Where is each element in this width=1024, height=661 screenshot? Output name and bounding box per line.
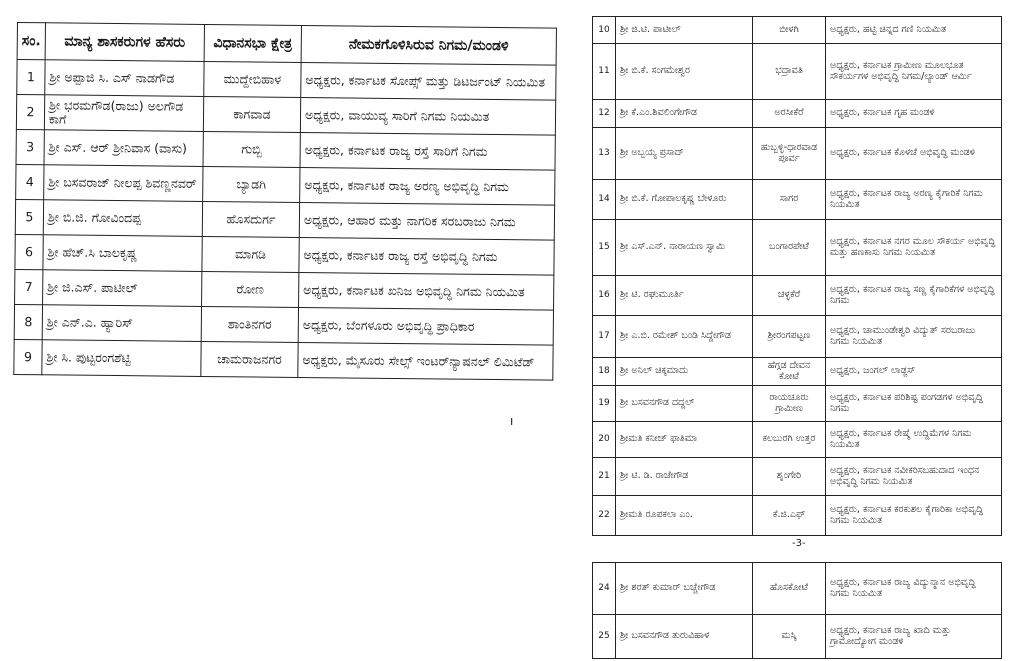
legislator-name: ಶ್ರೀ ಅಪ್ಪಾಜಿ ಸಿ. ಎಸ್ ನಾಡಗೌಡ (45, 60, 204, 97)
appointment: ಅಧ್ಯಕ್ಷರು, ಕರ್ನಾಟಕ ರಾಜ್ಯ ರಸ್ತೆ ಸಾರಿಗೆ ನಿಗಮ (300, 132, 555, 170)
right-table-body (593, 17, 1002, 536)
legislator-name: ಶ್ರೀ ಕೆ.ಎಂ.ಶಿವಲಿಂಗೇಗೌಡ (616, 100, 753, 128)
constituency: ಕೆ.ಜಿ.ಎಫ್ (753, 496, 826, 536)
page-number: -3- (792, 538, 806, 549)
table-row (593, 17, 1002, 44)
table-row (17, 60, 556, 101)
appointment: ಅಧ್ಯಕ್ಷರು, ಕರ್ನಾಟಕ ರಾಜ್ಯ ವಿದ್ಯುನ್ಮಾನ ಅಭಿವೃದ್ಧಿ ನಿಗಮ ನಿಯಮಿತ (826, 563, 1002, 615)
constituency: ಗುಬ್ಬಿ (203, 131, 300, 167)
legislator-name: ಶ್ರೀ ಜಿ.ಟಿ. ಪಾಟೀಲ್ (616, 17, 753, 44)
table-row (15, 269, 554, 310)
constituency: ರೋಣ (202, 271, 299, 307)
appointment: ಅಧ್ಯಕ್ಷರು, ಕರ್ನಾಟಕ ರೇಷ್ಮೆ ಉದ್ದಿಮೆಗಳ ನಿಗಮ ನಿಯಮಿತ (826, 422, 1002, 458)
serial-number: 25 (593, 615, 616, 659)
serial-number: 7 (15, 269, 43, 304)
serial-number: 4 (16, 164, 44, 199)
table-row (593, 180, 1002, 220)
legislator-name: ಶ್ರೀ ಎಸ್.ಎನ್. ನಾರಾಯಣ ಸ್ವಾಮಿ (616, 220, 753, 276)
legislator-name: ಶ್ರೀ ಶರತ್ ಕುಮಾರ್ ಬಚ್ಚೇಗೌಡ (616, 563, 753, 615)
constituency: ಅರಸೀಕೆರೆ (753, 100, 826, 128)
table-row (593, 615, 1002, 659)
table-row (16, 129, 555, 170)
table-row (593, 358, 1002, 386)
appointment: ಅಧ್ಯಕ್ಷರು, ಜಂಗಲ್ ಲಾಡ್ಜಸ್ (826, 358, 1002, 386)
table-row (593, 563, 1002, 615)
serial-number: 24 (593, 563, 616, 615)
left-table-header (17, 23, 556, 66)
serial-number: 8 (14, 304, 42, 339)
constituency: ಕಾಗವಾಡ (203, 96, 300, 132)
serial-number: 5 (15, 199, 43, 234)
legislator-name: ಶ್ರೀ ಅನಿಲ್ ಚಿಕ್ಕಮಾದು (616, 358, 753, 386)
serial-number: 14 (593, 180, 616, 220)
legislator-name: ಶ್ರೀ ಟಿ. ರಘುಮೂರ್ತಿ (616, 276, 753, 316)
appointment: ಅಧ್ಯಕ್ಷರು, ಕರ್ನಾಟಕ ಗ್ರಾಮೀಣ ಮೂಲಭೂತ ಸೌಕರ್ಯಗಳ ಅಭಿವೃದ್ಧಿ ನಿಗಮ/ಲ್ಯಾಂಡ್ ಆರ್ಮಿ (826, 44, 1002, 100)
left-appointments-table (13, 22, 557, 381)
constituency: ಹೆಗ್ಗಡ ದೇವನ ಕೋಟೆ (753, 358, 826, 386)
header-corporation-board: ನೇಮಕಗೊಳಿಸಿರುವ ನಿಗಮ/ಮಂಡಳಿ (301, 25, 556, 65)
legislator-name: ಶ್ರೀ ಎಸ್. ಆರ್ ಶ್ರೀನಿವಾಸ (ವಾಸು) (44, 130, 203, 167)
serial-number: 11 (593, 44, 616, 100)
constituency: ಚಾಮರಾಜನಗರ (201, 341, 298, 377)
table-row (593, 316, 1002, 358)
legislator-name: ಶ್ರೀ ಅಬ್ಬಯ್ಯ ಪ್ರಸಾದ್ (616, 128, 753, 180)
appointment: ಅಧ್ಯಕ್ಷರು, ಕರ್ನಾಟಕ ನಗರ ಮೂಲ ಸೌಕರ್ಯ ಅಭಿವೃದ್ಧಿ ಮತ್ತು ಹಣಕಾಸು ನಿಗಮ ನಿಯಮಿತ (826, 220, 1002, 276)
legislator-name: ಶ್ರೀ ಬಿ.ಜಿ. ಗೋವಿಂದಪ್ಪ (43, 200, 202, 237)
left-table-body (14, 60, 556, 381)
appointment: ಅಧ್ಯಕ್ಷರು, ಕರ್ನಾಟಕ ಕರಕುಶಲ ಕೈಗಾರಿಕಾ ಅಭಿವೃದ್ಧಿ ನಿಗಮ ನಿಯಮಿತ (826, 496, 1002, 536)
serial-number: 10 (593, 17, 616, 44)
appointment: ಅಧ್ಯಕ್ಷರು, ಆಹಾರ ಮತ್ತು ನಾಗರಿಕ ಸರಬರಾಜು ನಿಗಮ (299, 202, 554, 240)
serial-number: 15 (593, 220, 616, 276)
table-row (15, 199, 554, 240)
legislator-name: ಶ್ರೀ ಜಿ.ಎಸ್. ಪಾಟೀಲ್ (43, 270, 202, 307)
appointment: ಅಧ್ಯಕ್ಷರು, ಕರ್ನಾಟಕ ರಾಜ್ಯ ರಸ್ತೆ ಅಭಿವೃದ್ಧಿ ನಿಗಮ (299, 237, 554, 275)
legislator-name: ಶ್ರೀ ಬಸವನಗೌಡ ದದ್ದಲ್ (616, 386, 753, 422)
appointment: ಅಧ್ಯಕ್ಷರು, ಕರ್ನಾಟಕ ಪರಿಶಿಷ್ಟ ಪಂಗಡಗಳ ಅಭಿವೃದ್ಧಿ ನಿಗಮ (826, 386, 1002, 422)
serial-number: 6 (15, 234, 43, 269)
constituency: ಕಲಬುರಗಿ ಉತ್ತರ (753, 422, 826, 458)
legislator-name: ಶ್ರೀ ಹೆಚ್.ಸಿ ಬಾಲಕೃಷ್ಣ (43, 235, 202, 272)
table-row (593, 458, 1002, 496)
legislator-name: ಶ್ರೀಮತಿ ಕನೀಜ್ ಫಾತಿಮಾ (616, 422, 753, 458)
serial-number: 2 (16, 95, 44, 130)
constituency: ಮಾಗಡಿ (202, 236, 299, 272)
appointment: ಅಧ್ಯಕ್ಷರು, ಕರ್ನಾಟಕ ರಾಜ್ಯ ಸಣ್ಣ ಕೈಗಾರಿಕೆಗಳ ಅಭಿವೃದ್ಧಿ ನಿಗಮ (826, 276, 1002, 316)
serial-number: 21 (593, 458, 616, 496)
appointment: ಅಧ್ಯಕ್ಷರು, ಕರ್ನಾಟಕ ನವೀಕರಿಸಬಹುದಾದ ಇಂಧನ ಅಭಿವೃದ್ಧಿ ನಿಗಮ ನಿಯಮಿತ (826, 458, 1002, 496)
appointment: ಅಧ್ಯಕ್ಷರು, ಕರ್ನಾಟಕ ಸೋಪ್ಸ್ ಮತ್ತು ಡಿಟರ್ಜಂಟ್ ನಿಯಮಿತ (301, 62, 556, 100)
serial-number: 19 (593, 386, 616, 422)
legislator-name: ಶ್ರೀ ಎ.ಬಿ. ರಮೇಶ್ ಬಂಡಿ ಸಿದ್ದೇಗೌಡ (616, 316, 753, 358)
table-row (593, 220, 1002, 276)
serial-number: 20 (593, 422, 616, 458)
constituency: ಮಸ್ಕಿ (753, 615, 826, 659)
header-legislator-name: ಮಾನ್ಯ ಶಾಸಕರುಗಳ ಹೆಸರು (45, 23, 204, 62)
constituency: ಶ್ರೀರಂಗಪಟ್ಟಣ (753, 316, 826, 358)
appointment: ಅಧ್ಯಕ್ಷರು, ಕರ್ನಾಟಕ ಖನಿಜ ಅಭಿವೃದ್ಧಿ ನಿಗಮ ನಿಯಮಿತ (298, 272, 553, 310)
next-page-table-body (593, 563, 1002, 659)
table-row (593, 386, 1002, 422)
constituency: ಬಂಗಾರಪೇಟೆ (753, 220, 826, 276)
legislator-name: ಶ್ರೀ ಬಸವನಗೌಡ ತುರುವಿಹಾಳ (616, 615, 753, 659)
table-row (593, 422, 1002, 458)
constituency: ಶೃಂಗೇರಿ (753, 458, 826, 496)
constituency: ಹೊಸದುರ್ಗ (202, 201, 299, 237)
header-constituency: ವಿಧಾನಸಭಾ ಕ್ಷೇತ್ರ (204, 24, 301, 62)
right-appointments-table (592, 16, 1002, 536)
next-page-appointments-table (592, 562, 1002, 659)
legislator-name: ಶ್ರೀ ಬಿ.ಕೆ. ಸಂಗಮೇಶ್ವರ (616, 44, 753, 100)
serial-number: 22 (593, 496, 616, 536)
constituency: ಹೊಸಕೋಟೆ (753, 563, 826, 615)
legislator-name: ಶ್ರೀ ಎನ್.ಎ. ಹ್ಯಾರಿಸ್ (42, 305, 201, 342)
constituency: ಚಳ್ಳಕೆರೆ (753, 276, 826, 316)
legislator-name: ಶ್ರೀಮತಿ ರೂಪಕಲಾ ಎಂ. (616, 496, 753, 536)
table-row (14, 304, 553, 345)
constituency: ಭದ್ರಾವತಿ (753, 44, 826, 100)
appointment: ಅಧ್ಯಕ್ಷರು, ಬೆಂಗಳೂರು ಅಭಿವೃದ್ಧಿ ಪ್ರಾಧಿಕಾರ (298, 307, 553, 345)
appointment: ಅಧ್ಯಕ್ಷರು, ಕರ್ನಾಟಕ ರಾಜ್ಯ ಅರಣ್ಯ ಅಭಿವೃದ್ಧಿ ನಿಗಮ (300, 167, 555, 205)
constituency: ಸಾಗರ (753, 180, 826, 220)
serial-number: 9 (14, 339, 42, 374)
table-row (16, 164, 555, 205)
constituency: ಮುದ್ದೇಬಿಹಾಳ (204, 61, 301, 97)
legislator-name: ಶ್ರೀ ಬಿ.ಕೆ. ಗೋಪಾಲಕೃಷ್ಣ ಬೇಳೂರು (616, 180, 753, 220)
legislator-name: ಶ್ರೀ ಭರಮಗೌಡ(ರಾಜು) ಅಲಗೌಡ ಕಾಗೆ (44, 95, 203, 132)
header-serial: ಸಂ. (17, 23, 45, 60)
constituency: ಹುಬ್ಬಳ್ಳಿ-ಧಾರವಾಡ ಪೂರ್ವ (753, 128, 826, 180)
constituency: ಬೀಳಗಿ (753, 17, 826, 44)
appointment: ಅಧ್ಯಕ್ಷರು, ಮೈಸೂರು ಸೇಲ್ಸ್ ಇಂಟರ್‌ನ್ಯಾಷನಲ್ ಲಿಮಿಟೆಡ್ (298, 342, 553, 380)
appointment: ಅಧ್ಯಕ್ಷರು, ಹಟ್ಟಿ ಚಿನ್ನದ ಗಣಿ ನಿಯಮಿತ (826, 17, 1002, 44)
table-row (16, 95, 555, 136)
table-row (593, 44, 1002, 100)
legislator-name: ಶ್ರೀ ಟಿ. ಡಿ. ರಾಜೇಗೌಡ (616, 458, 753, 496)
header-row (17, 23, 556, 66)
appointment: ಅಧ್ಯಕ್ಷರು, ವಾಯುವ್ಯ ಸಾರಿಗೆ ನಿಗಮ ನಿಯಮಿತ (300, 97, 555, 135)
serial-number: 13 (593, 128, 616, 180)
serial-number: 12 (593, 100, 616, 128)
appointment: ಅಧ್ಯಕ್ಷರು, ಕರ್ನಾಟಕ ಕೊಳಚೆ ಅಭಿವೃದ್ಧಿ ಮಂಡಳಿ (826, 128, 1002, 180)
serial-number: 16 (593, 276, 616, 316)
appointment: ಅಧ್ಯಕ್ಷರು, ಕರ್ನಾಟಕ ಗೃಹ ಮಂಡಳಿ (826, 100, 1002, 128)
legislator-name: ಶ್ರೀ ಬಸವರಾಜ್ ನೀಲಪ್ಪ ಶಿವಣ್ಣನವರ್ (44, 165, 203, 202)
appointment: ಅಧ್ಯಕ್ಷರು, ಕರ್ನಾಟಕ ರಾಜ್ಯ ಖಾದಿ ಮತ್ತು ಗ್ರಾಮೋದ್ಯೋಗ ಮಂಡಳಿ (826, 615, 1002, 659)
appointment: ಅಧ್ಯಕ್ಷರು, ಚಾಮುಂಡೇಶ್ವರಿ ವಿದ್ಯುತ್ ಸರಬರಾಜು ನಿಗಮ ನಿಯಮಿತ (826, 316, 1002, 358)
legislator-name: ಶ್ರೀ ಸಿ. ಪುಟ್ಟರಂಗಶೆಟ್ಟಿ (42, 340, 201, 377)
serial-number: 18 (593, 358, 616, 386)
serial-number: 3 (16, 129, 44, 164)
constituency: ಶಾಂತಿನಗರ (201, 306, 298, 342)
table-row (593, 276, 1002, 316)
serial-number: 17 (593, 316, 616, 358)
table-row (593, 128, 1002, 180)
table-row (14, 339, 553, 380)
margin-tick-mark: ı (510, 414, 514, 428)
table-row (593, 496, 1002, 536)
table-row (15, 234, 554, 275)
constituency: ಬ್ಯಾಡಗಿ (203, 166, 300, 202)
serial-number: 1 (17, 60, 45, 95)
appointment: ಅಧ್ಯಕ್ಷರು, ಕರ್ನಾಟಕ ರಾಜ್ಯ ಅರಣ್ಯ ಕೈಗಾರಿಕೆ ನಿಗಮ ನಿಯಮಿತ (826, 180, 1002, 220)
constituency: ರಾಯಚೂರು ಗ್ರಾಮೀಣ (753, 386, 826, 422)
table-row (593, 100, 1002, 128)
